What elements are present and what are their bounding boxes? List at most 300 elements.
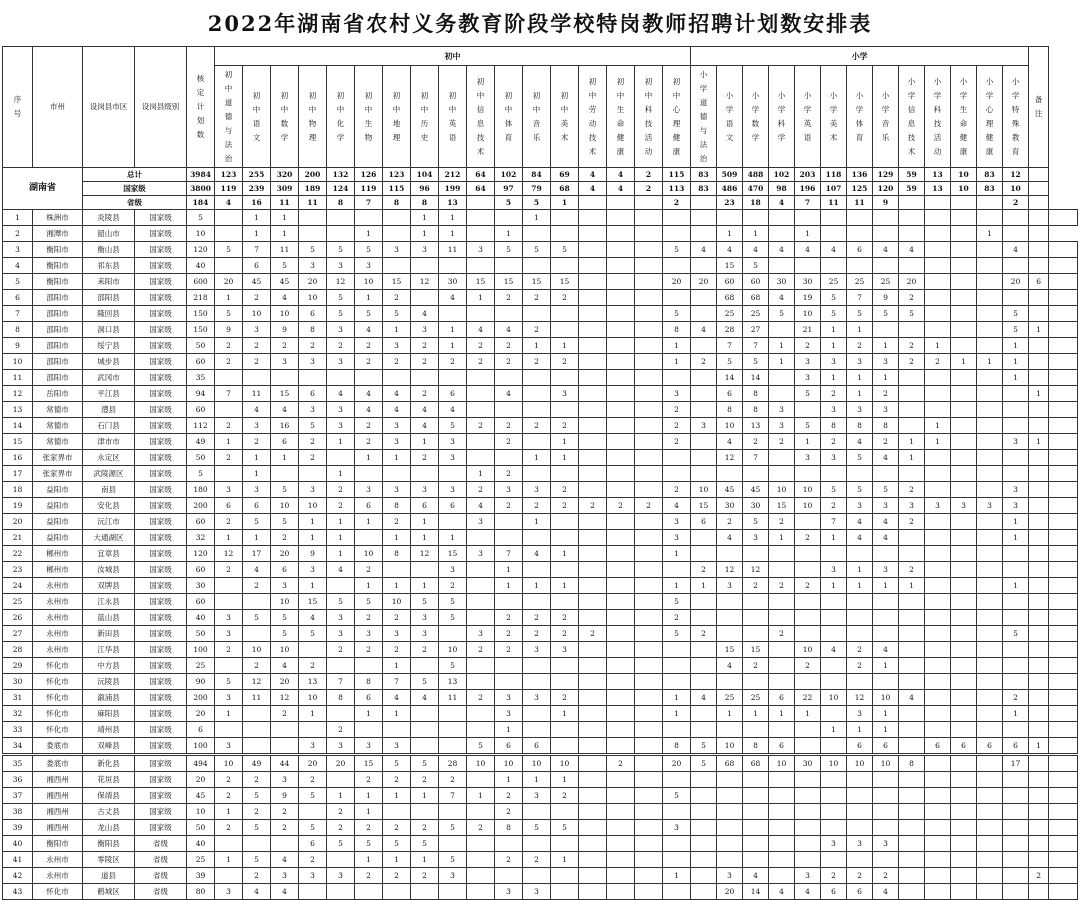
row-count-cell xyxy=(821,788,847,804)
row-seq: 1 xyxy=(3,210,33,226)
row-count-cell xyxy=(383,804,411,820)
row-count-cell: 6 xyxy=(355,498,383,514)
summary-cell: 120 xyxy=(873,182,899,196)
row-count-cell xyxy=(327,210,355,226)
row-count-cell xyxy=(551,370,579,386)
row-count-cell: 20 xyxy=(215,274,243,290)
row-count-cell xyxy=(977,210,1003,226)
row-count-cell xyxy=(663,836,691,852)
row-count-cell: 8 xyxy=(743,738,769,754)
row-count-cell xyxy=(925,772,951,788)
row-count-cell: 20 xyxy=(327,756,355,772)
row-county: 靖州县 xyxy=(83,722,135,738)
summary-cell xyxy=(579,196,607,210)
row-count-cell xyxy=(551,562,579,578)
row-count-cell: 3 xyxy=(215,738,243,754)
row-count-cell xyxy=(925,820,951,836)
row-count-cell xyxy=(977,322,1003,338)
summary-cell xyxy=(607,196,635,210)
row-count-cell: 1 xyxy=(523,514,551,530)
row-count-cell: 5 xyxy=(691,738,717,754)
row-remark xyxy=(1049,852,1078,868)
row-count-cell xyxy=(243,722,271,738)
row-count-cell: 6 xyxy=(271,562,299,578)
row-count-cell xyxy=(579,466,607,482)
row-count-cell: 4 xyxy=(769,290,795,306)
row-count-cell: 8 xyxy=(383,546,411,562)
junior-subject-header: 初中体育 xyxy=(495,66,523,168)
row-total: 90 xyxy=(187,674,215,690)
row-count-cell: 2 xyxy=(243,658,271,674)
summary-cell: 196 xyxy=(795,182,821,196)
row-count-cell: 21 xyxy=(795,322,821,338)
row-count-cell: 1 xyxy=(795,226,821,242)
row-count-cell xyxy=(925,322,951,338)
row-count-cell xyxy=(925,450,951,466)
row-count-cell: 10 xyxy=(299,690,327,706)
row-count-cell: 5 xyxy=(271,258,299,274)
row-count-cell: 2 xyxy=(327,642,355,658)
row-count-cell xyxy=(523,594,551,610)
row-remark xyxy=(1049,578,1078,594)
row-count-cell: 2 xyxy=(271,530,299,546)
summary-cell xyxy=(1029,182,1049,196)
summary-cell: 320 xyxy=(271,168,299,182)
row-count-cell: 10 xyxy=(821,690,847,706)
row-count-cell: 2 xyxy=(551,610,579,626)
row-count-cell: 1 xyxy=(873,658,899,674)
row-count-cell: 3 xyxy=(439,434,467,450)
row-seq: 24 xyxy=(3,578,33,594)
row-level: 省级 xyxy=(135,868,187,884)
row-count-cell: 1 xyxy=(717,706,743,722)
row-count-cell xyxy=(899,226,925,242)
row-count-cell: 68 xyxy=(717,756,743,772)
row-count-cell: 11 xyxy=(439,690,467,706)
row-count-cell: 5 xyxy=(411,756,439,772)
row-count-cell xyxy=(847,258,873,274)
province-cell: 湖南省 xyxy=(3,168,83,210)
row-count-cell: 4 xyxy=(327,386,355,402)
row-count-cell: 1 xyxy=(439,530,467,546)
row-seq: 21 xyxy=(3,530,33,546)
row-remark xyxy=(1049,498,1078,514)
row-count-cell xyxy=(977,804,1003,820)
row-count-cell: 2 xyxy=(523,418,551,434)
row-count-cell xyxy=(951,482,977,498)
row-city: 永州市 xyxy=(33,852,83,868)
row-count-cell xyxy=(663,562,691,578)
summary-cell xyxy=(635,196,663,210)
row-count-cell: 6 xyxy=(299,306,327,322)
row-count-cell: 25 xyxy=(873,274,899,290)
row-count-cell xyxy=(467,836,495,852)
row-count-cell: 15 xyxy=(271,386,299,402)
row-count-cell xyxy=(635,210,663,226)
table-row xyxy=(3,370,1078,386)
junior-subject-header: 初中数学 xyxy=(271,66,299,168)
summary-cell xyxy=(1029,196,1049,210)
row-count-cell: 4 xyxy=(383,386,411,402)
row-count-cell xyxy=(1003,658,1029,674)
row-count-cell: 3 xyxy=(873,354,899,370)
row-seq: 31 xyxy=(3,690,33,706)
row-count-cell xyxy=(299,226,327,242)
row-remark xyxy=(1049,772,1078,788)
row-count-cell xyxy=(769,674,795,690)
row-count-cell: 3 xyxy=(551,386,579,402)
row-count-cell: 5 xyxy=(663,594,691,610)
row-seq: 22 xyxy=(3,546,33,562)
row-count-cell: 5 xyxy=(899,306,925,322)
row-count-cell: 5 xyxy=(327,594,355,610)
summary-cell: 11 xyxy=(847,196,873,210)
row-count-cell: 1 xyxy=(467,466,495,482)
row-count-cell xyxy=(951,546,977,562)
row-count-cell: 5 xyxy=(717,354,743,370)
row-seq: 40 xyxy=(3,836,33,852)
summary-cell: 119 xyxy=(355,182,383,196)
row-count-cell: 1 xyxy=(327,514,355,530)
row-county: 龙山县 xyxy=(83,820,135,836)
row-count-cell: 15 xyxy=(551,274,579,290)
row-county: 邵阳县 xyxy=(83,290,135,306)
row-count-cell: 10 xyxy=(299,498,327,514)
row-count-cell xyxy=(899,868,925,884)
row-count-cell: 6 xyxy=(821,884,847,900)
row-count-cell xyxy=(551,722,579,738)
row-count-cell xyxy=(215,836,243,852)
row-count-cell xyxy=(607,788,635,804)
row-count-cell xyxy=(579,804,607,820)
row-count-cell: 5 xyxy=(383,306,411,322)
row-count-cell: 2 xyxy=(607,498,635,514)
row-level: 国家级 xyxy=(135,658,187,674)
row-count-cell: 1 xyxy=(663,546,691,562)
junior-subject-header: 初中化学 xyxy=(327,66,355,168)
row-count-cell: 2 xyxy=(327,482,355,498)
row-count-cell xyxy=(795,594,821,610)
row-count-cell: 3 xyxy=(795,370,821,386)
row-count-cell xyxy=(579,274,607,290)
row-level: 国家级 xyxy=(135,338,187,354)
row-total: 50 xyxy=(187,450,215,466)
row-count-cell xyxy=(467,722,495,738)
row-count-cell: 3 xyxy=(821,562,847,578)
row-count-cell: 1 xyxy=(663,338,691,354)
table-row xyxy=(3,418,1078,434)
row-count-cell xyxy=(607,626,635,642)
row-total: 60 xyxy=(187,402,215,418)
row-level: 国家级 xyxy=(135,642,187,658)
row-count-cell: 6 xyxy=(1029,274,1049,290)
row-remark xyxy=(1049,706,1078,722)
row-count-cell: 10 xyxy=(523,756,551,772)
row-count-cell: 7 xyxy=(495,546,523,562)
row-count-cell: 2 xyxy=(411,338,439,354)
row-count-cell: 1 xyxy=(215,852,243,868)
row-count-cell: 1 xyxy=(551,434,579,450)
row-count-cell: 2 xyxy=(743,578,769,594)
junior-subject-header: 初中物理 xyxy=(299,66,327,168)
row-count-cell: 4 xyxy=(243,402,271,418)
row-count-cell xyxy=(899,658,925,674)
row-count-cell xyxy=(821,706,847,722)
row-count-cell: 12 xyxy=(411,546,439,562)
table-row xyxy=(3,354,1078,370)
row-count-cell: 2 xyxy=(243,434,271,450)
row-count-cell xyxy=(299,370,327,386)
row-count-cell: 2 xyxy=(899,290,925,306)
row-count-cell xyxy=(899,418,925,434)
row-count-cell: 4 xyxy=(873,642,899,658)
row-count-cell xyxy=(523,530,551,546)
row-total: 218 xyxy=(187,290,215,306)
row-city: 湘西州 xyxy=(33,788,83,804)
row-count-cell xyxy=(411,738,439,754)
row-count-cell xyxy=(769,210,795,226)
row-count-cell xyxy=(769,594,795,610)
row-count-cell: 5 xyxy=(691,756,717,772)
row-count-cell: 2 xyxy=(383,868,411,884)
row-count-cell xyxy=(579,690,607,706)
row-count-cell xyxy=(607,836,635,852)
row-count-cell: 4 xyxy=(355,322,383,338)
row-count-cell xyxy=(951,884,977,900)
row-count-cell xyxy=(467,562,495,578)
row-count-cell: 20 xyxy=(691,274,717,290)
row-seq: 9 xyxy=(3,338,33,354)
row-count-cell xyxy=(607,322,635,338)
row-count-cell: 68 xyxy=(717,290,743,306)
row-count-cell xyxy=(769,722,795,738)
row-count-cell xyxy=(1029,402,1049,418)
row-count-cell: 12 xyxy=(271,690,299,706)
row-count-cell xyxy=(691,290,717,306)
summary-cell: 126 xyxy=(355,168,383,182)
row-count-cell xyxy=(551,514,579,530)
row-count-cell xyxy=(691,226,717,242)
row-count-cell xyxy=(899,852,925,868)
row-remark xyxy=(1049,788,1078,804)
row-count-cell: 4 xyxy=(495,322,523,338)
junior-subject-header: 初中音乐 xyxy=(523,66,551,168)
row-count-cell: 4 xyxy=(743,868,769,884)
row-count-cell xyxy=(795,836,821,852)
summary-cell: 11 xyxy=(271,196,299,210)
summary-cell: 96 xyxy=(411,182,439,196)
row-count-cell xyxy=(1029,756,1049,772)
row-count-cell xyxy=(607,482,635,498)
row-count-cell: 2 xyxy=(663,402,691,418)
row-count-cell xyxy=(951,836,977,852)
row-count-cell xyxy=(635,772,663,788)
row-count-cell: 6 xyxy=(847,242,873,258)
summary-cell: 115 xyxy=(663,168,691,182)
row-count-cell: 5 xyxy=(551,242,579,258)
row-seq: 23 xyxy=(3,562,33,578)
table-row xyxy=(3,772,1078,788)
row-count-cell: 3 xyxy=(467,242,495,258)
row-count-cell: 8 xyxy=(327,690,355,706)
summary-cell xyxy=(977,196,1003,210)
row-count-cell xyxy=(579,610,607,626)
row-seq: 11 xyxy=(3,370,33,386)
row-count-cell xyxy=(1029,690,1049,706)
row-count-cell: 5 xyxy=(743,354,769,370)
row-count-cell: 3 xyxy=(523,788,551,804)
row-count-cell xyxy=(717,610,743,626)
row-count-cell: 1 xyxy=(215,530,243,546)
row-count-cell xyxy=(951,450,977,466)
row-count-cell xyxy=(977,402,1003,418)
row-count-cell xyxy=(579,594,607,610)
row-count-cell: 2 xyxy=(299,450,327,466)
row-count-cell xyxy=(691,594,717,610)
row-count-cell xyxy=(663,658,691,674)
summary-cell xyxy=(467,196,495,210)
row-seq: 41 xyxy=(3,852,33,868)
row-seq: 2 xyxy=(3,226,33,242)
row-count-cell xyxy=(847,804,873,820)
row-count-cell: 8 xyxy=(495,820,523,836)
row-city: 岳阳市 xyxy=(33,386,83,402)
table-row xyxy=(3,322,1078,338)
row-level: 国家级 xyxy=(135,274,187,290)
row-count-cell: 3 xyxy=(243,482,271,498)
row-count-cell xyxy=(925,242,951,258)
row-count-cell: 20 xyxy=(271,546,299,562)
row-level: 国家级 xyxy=(135,610,187,626)
row-count-cell: 20 xyxy=(299,756,327,772)
row-count-cell xyxy=(635,722,663,738)
row-count-cell xyxy=(873,322,899,338)
row-count-cell: 1 xyxy=(1003,338,1029,354)
row-count-cell: 1 xyxy=(899,434,925,450)
row-count-cell xyxy=(411,466,439,482)
row-count-cell xyxy=(899,626,925,642)
row-count-cell xyxy=(951,578,977,594)
row-count-cell: 2 xyxy=(327,804,355,820)
row-count-cell: 3 xyxy=(355,482,383,498)
row-count-cell: 7 xyxy=(821,514,847,530)
summary-cell: 11 xyxy=(299,196,327,210)
row-count-cell xyxy=(795,772,821,788)
row-remark xyxy=(1049,386,1078,402)
row-count-cell xyxy=(467,674,495,690)
row-county: 平江县 xyxy=(83,386,135,402)
row-count-cell: 16 xyxy=(271,418,299,434)
row-count-cell: 6 xyxy=(847,738,873,754)
row-count-cell xyxy=(821,610,847,626)
row-count-cell: 1 xyxy=(439,210,467,226)
row-count-cell: 8 xyxy=(743,402,769,418)
row-count-cell xyxy=(607,386,635,402)
row-count-cell: 2 xyxy=(495,418,523,434)
row-count-cell: 28 xyxy=(439,756,467,772)
row-count-cell xyxy=(691,884,717,900)
row-count-cell: 6 xyxy=(299,386,327,402)
row-count-cell: 3 xyxy=(411,322,439,338)
row-remark xyxy=(1049,514,1078,530)
row-count-cell: 1 xyxy=(663,706,691,722)
row-count-cell xyxy=(1003,722,1029,738)
row-count-cell: 10 xyxy=(299,290,327,306)
row-seq: 18 xyxy=(3,482,33,498)
row-count-cell xyxy=(551,658,579,674)
row-count-cell xyxy=(467,658,495,674)
row-count-cell: 5 xyxy=(411,594,439,610)
row-count-cell xyxy=(663,772,691,788)
row-count-cell: 30 xyxy=(795,274,821,290)
row-count-cell: 3 xyxy=(743,530,769,546)
row-seq: 16 xyxy=(3,450,33,466)
row-count-cell: 1 xyxy=(299,514,327,530)
row-count-cell xyxy=(925,626,951,642)
row-count-cell xyxy=(925,274,951,290)
row-count-cell xyxy=(899,674,925,690)
row-count-cell xyxy=(717,594,743,610)
row-count-cell xyxy=(635,884,663,900)
table-row xyxy=(3,852,1078,868)
row-level: 国家级 xyxy=(135,322,187,338)
row-count-cell xyxy=(299,804,327,820)
row-count-cell xyxy=(925,756,951,772)
row-count-cell: 2 xyxy=(439,578,467,594)
summary-cell: 3984 xyxy=(187,168,215,182)
row-count-cell: 2 xyxy=(495,626,523,642)
row-count-cell xyxy=(873,852,899,868)
row-count-cell: 3 xyxy=(821,354,847,370)
row-count-cell xyxy=(467,450,495,466)
row-count-cell xyxy=(873,210,899,226)
row-count-cell xyxy=(635,306,663,322)
row-count-cell: 5 xyxy=(299,242,327,258)
row-count-cell: 1 xyxy=(271,226,299,242)
row-county: 宜章县 xyxy=(83,546,135,562)
row-county: 新田县 xyxy=(83,626,135,642)
row-count-cell xyxy=(951,706,977,722)
row-county: 江永县 xyxy=(83,594,135,610)
row-count-cell: 1 xyxy=(495,722,523,738)
row-count-cell: 15 xyxy=(743,642,769,658)
row-count-cell: 1 xyxy=(847,386,873,402)
row-level: 国家级 xyxy=(135,354,187,370)
summary-label: 国家级 xyxy=(83,182,187,196)
row-count-cell xyxy=(977,562,1003,578)
row-count-cell: 3 xyxy=(663,820,691,836)
row-count-cell: 1 xyxy=(495,562,523,578)
row-count-cell: 4 xyxy=(743,242,769,258)
row-total: 100 xyxy=(187,738,215,754)
row-count-cell: 2 xyxy=(271,804,299,820)
row-count-cell xyxy=(579,290,607,306)
row-seq: 39 xyxy=(3,820,33,836)
row-count-cell: 2 xyxy=(579,498,607,514)
summary-row xyxy=(3,168,1078,182)
row-count-cell xyxy=(663,642,691,658)
row-count-cell: 10 xyxy=(847,756,873,772)
row-level: 国家级 xyxy=(135,210,187,226)
row-count-cell: 2 xyxy=(551,354,579,370)
row-count-cell xyxy=(691,674,717,690)
row-count-cell: 4 xyxy=(873,514,899,530)
summary-cell: 184 xyxy=(187,196,215,210)
row-count-cell xyxy=(215,594,243,610)
row-count-cell: 2 xyxy=(467,482,495,498)
row-count-cell: 3 xyxy=(327,354,355,370)
row-count-cell: 1 xyxy=(495,226,523,242)
